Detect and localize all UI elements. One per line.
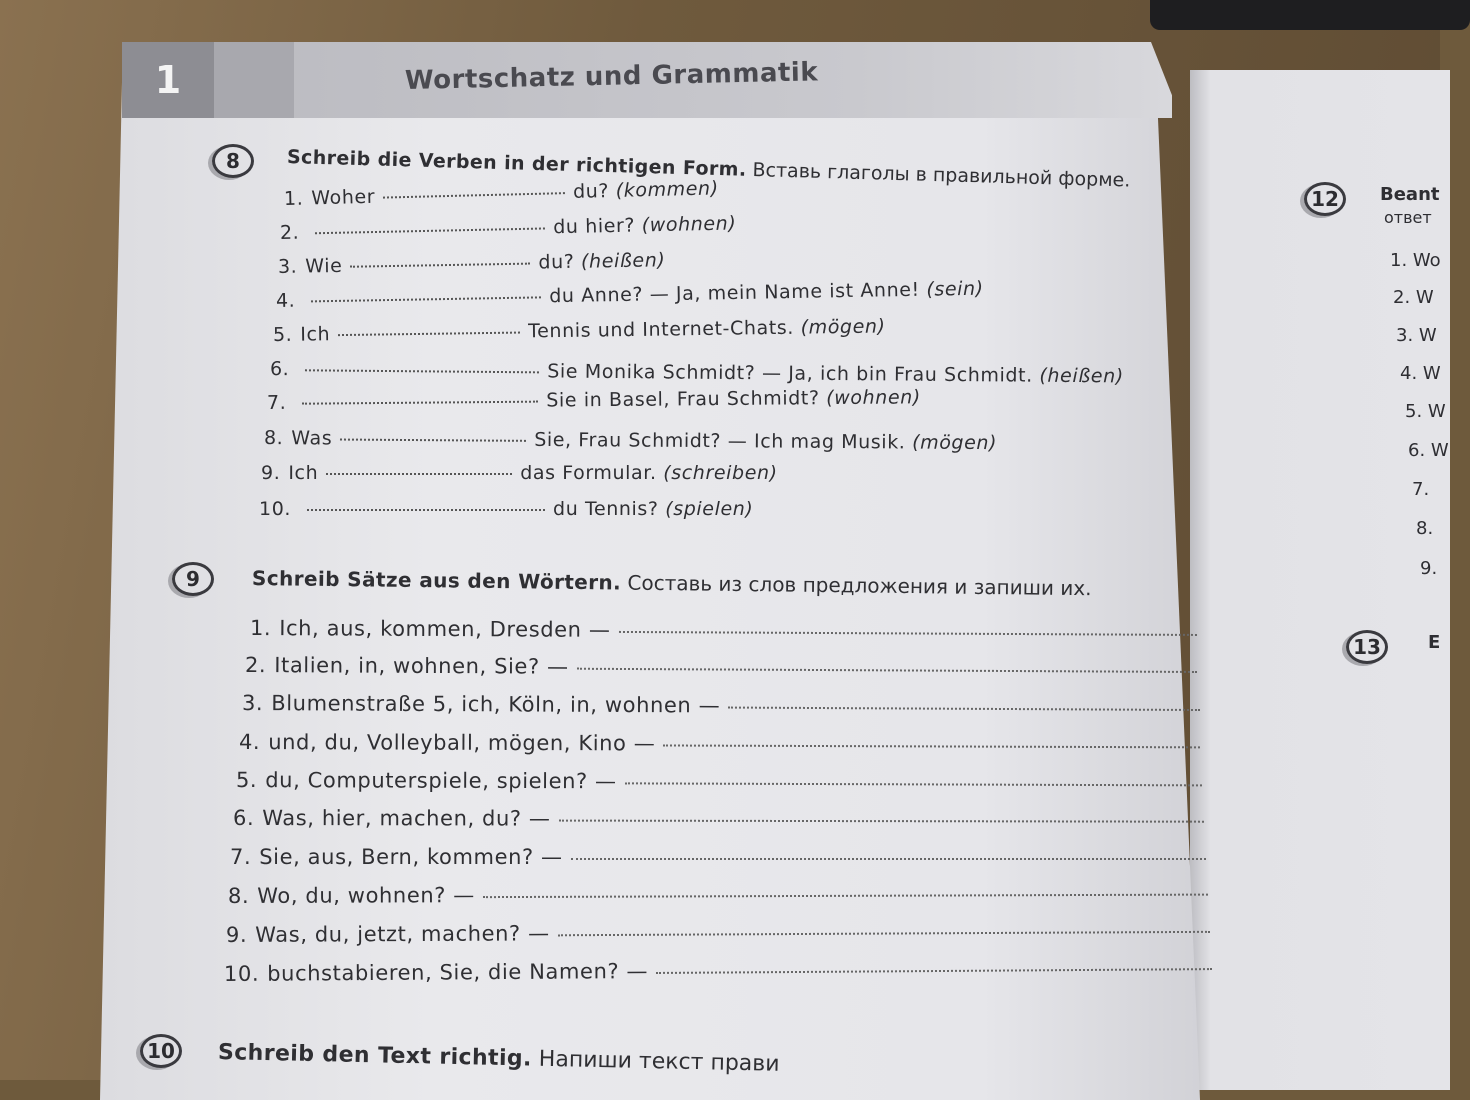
item-verb-hint: (spielen): [665, 498, 754, 520]
item-words: und, du, Volleyball, mögen, Kino —: [268, 730, 656, 756]
answer-blank[interactable]: [383, 190, 565, 198]
item-words: buchstabieren, Sie, die Namen? —: [267, 959, 649, 986]
item-verb-hint: (kommen): [615, 177, 719, 202]
answer-blank[interactable]: [307, 507, 545, 511]
item-text: Sie Monika Schmidt? — Ja, ich bin Frau Schmidt.: [547, 360, 1033, 387]
task-12-item: 1. Wo: [1390, 250, 1441, 271]
item-number: 5.: [235, 768, 258, 793]
item-prefix: Was: [291, 427, 333, 450]
item-verb-hint: (mögen): [800, 315, 886, 339]
item-text: das Formular.: [520, 462, 657, 484]
task-12-subheading: ответ: [1384, 208, 1432, 227]
task-8-item: [261, 462, 778, 484]
task-12-item: 4. W: [1400, 363, 1441, 384]
item-number: 8.: [263, 427, 284, 450]
item-text: Tennis und Internet-Chats.: [528, 316, 795, 343]
item-number: 2.: [279, 221, 300, 244]
task-12-heading: Beant: [1380, 184, 1440, 205]
item-prefix: Ich: [300, 323, 331, 346]
item-number: 7.: [266, 391, 287, 414]
answer-blank[interactable]: [338, 330, 520, 337]
item-number: 10.: [259, 498, 292, 520]
task-13-heading: E: [1428, 632, 1441, 653]
chapter-number: 1: [122, 42, 214, 118]
item-number: 6.: [269, 358, 290, 381]
item-prefix: Woher: [311, 185, 376, 210]
task-9-item: [250, 616, 1205, 645]
task-12-item: 9.: [1420, 558, 1438, 579]
item-number: 10.: [223, 961, 260, 986]
item-verb-hint: (sein): [926, 277, 984, 301]
task-8-badge: 8: [212, 144, 254, 178]
item-number: 3.: [241, 691, 264, 716]
task-12-item: 3. W: [1396, 325, 1437, 346]
chapter-tab-shade: [214, 42, 294, 118]
section-title: Wortschatz und Grammatik: [404, 57, 819, 96]
task-12-item: 8.: [1416, 518, 1434, 539]
item-prefix: Ich: [288, 462, 319, 484]
item-text: du hier?: [553, 214, 636, 239]
answer-blank[interactable]: [577, 666, 1197, 673]
task-9-item: [230, 845, 1214, 869]
item-words: Sie, aus, Bern, kommen? —: [259, 845, 563, 869]
task-9-item: [239, 730, 1208, 757]
item-text: du?: [538, 250, 575, 274]
item-number: 6.: [232, 806, 255, 831]
task-10-badge: 10: [140, 1034, 182, 1068]
item-words: du, Computerspiele, spielen? —: [265, 768, 617, 794]
task-9-heading-ru: Составь из слов предложения и запиши их.: [627, 570, 1092, 601]
task-8-heading-ru: Вставь глаголы в правильной форме.: [752, 159, 1131, 192]
answer-blank[interactable]: [340, 437, 526, 442]
task-12-item: 7.: [1412, 479, 1430, 500]
item-verb-hint: (mögen): [912, 431, 998, 455]
item-number: 1.: [283, 187, 304, 210]
item-text: du Anne? — Ja, mein Name ist Anne!: [549, 278, 920, 308]
item-words: Ich, aus, kommen, Dresden —: [279, 616, 611, 642]
task-9-item: [236, 768, 1210, 795]
answer-blank[interactable]: [305, 367, 539, 373]
task-9-heading-de: Schreib Sätze aus den Wörtern.: [251, 566, 622, 595]
task-12-item: 2. W: [1393, 287, 1434, 308]
item-verb-hint: (schreiben): [663, 462, 778, 484]
task-10-heading-de: Schreib den Text richtig.: [217, 1040, 533, 1072]
task-9-badge: 9: [172, 562, 214, 596]
item-verb-hint: (wohnen): [641, 212, 737, 237]
task-12-badge: 12: [1304, 182, 1346, 216]
item-words: Wo, du, wohnen? —: [257, 883, 475, 908]
task-12-item: 6. W: [1408, 440, 1449, 461]
answer-blank[interactable]: [326, 471, 512, 475]
item-words: Was, hier, machen, du? —: [262, 806, 551, 831]
item-text: Sie in Basel, Frau Schmidt?: [546, 387, 820, 412]
answer-blank[interactable]: [483, 892, 1208, 899]
answer-blank[interactable]: [663, 742, 1200, 748]
answer-blank[interactable]: [350, 261, 530, 268]
item-number: 4.: [238, 730, 261, 755]
item-words: Was, du, jetzt, machen? —: [255, 921, 550, 947]
task-8-heading-de: Schreib die Verben in der richtigen Form.: [286, 146, 747, 181]
task-13-badge: 13: [1346, 630, 1388, 664]
item-number: 4.: [275, 289, 296, 312]
task-10-heading-ru: Напиши текст прави: [538, 1046, 780, 1077]
item-words: Italien, in, wohnen, Sie? —: [274, 653, 569, 679]
item-number: 2.: [244, 653, 267, 678]
task-9-item: [233, 806, 1212, 832]
item-number: 8.: [227, 883, 250, 908]
answer-blank[interactable]: [728, 705, 1200, 711]
answer-blank[interactable]: [559, 818, 1204, 823]
item-number: 9.: [225, 922, 248, 947]
answer-blank[interactable]: [571, 856, 1206, 860]
item-words: Blumenstraße 5, ich, Köln, in, wohnen —: [271, 691, 721, 718]
item-number: 7.: [230, 845, 252, 869]
answer-blank[interactable]: [656, 966, 1212, 974]
task-9-item: [245, 653, 1205, 682]
item-text: Sie, Frau Schmidt? — Ich mag Musik.: [534, 428, 906, 454]
item-verb-hint: (heißen): [1039, 364, 1124, 388]
item-number: 9.: [261, 462, 281, 484]
item-prefix: Wie: [305, 254, 343, 278]
item-verb-hint: (wohnen): [826, 386, 921, 410]
item-verb-hint: (heißen): [580, 249, 666, 273]
answer-blank[interactable]: [311, 294, 541, 302]
answer-blank[interactable]: [558, 929, 1210, 936]
item-number: 1.: [249, 616, 272, 641]
item-number: 3.: [277, 255, 298, 278]
answer-blank[interactable]: [625, 780, 1202, 786]
task-12-item: 5. W: [1405, 401, 1446, 422]
device-edge: [1150, 0, 1470, 30]
answer-blank[interactable]: [302, 399, 538, 405]
item-text: du Tennis?: [553, 498, 659, 520]
item-text: du?: [572, 180, 610, 203]
answer-blank[interactable]: [618, 629, 1196, 636]
task-9-item: [228, 881, 1216, 908]
task-8-item: [259, 498, 753, 520]
answer-blank[interactable]: [315, 225, 545, 234]
item-number: 5.: [272, 323, 293, 346]
task-9-item: [242, 691, 1208, 720]
